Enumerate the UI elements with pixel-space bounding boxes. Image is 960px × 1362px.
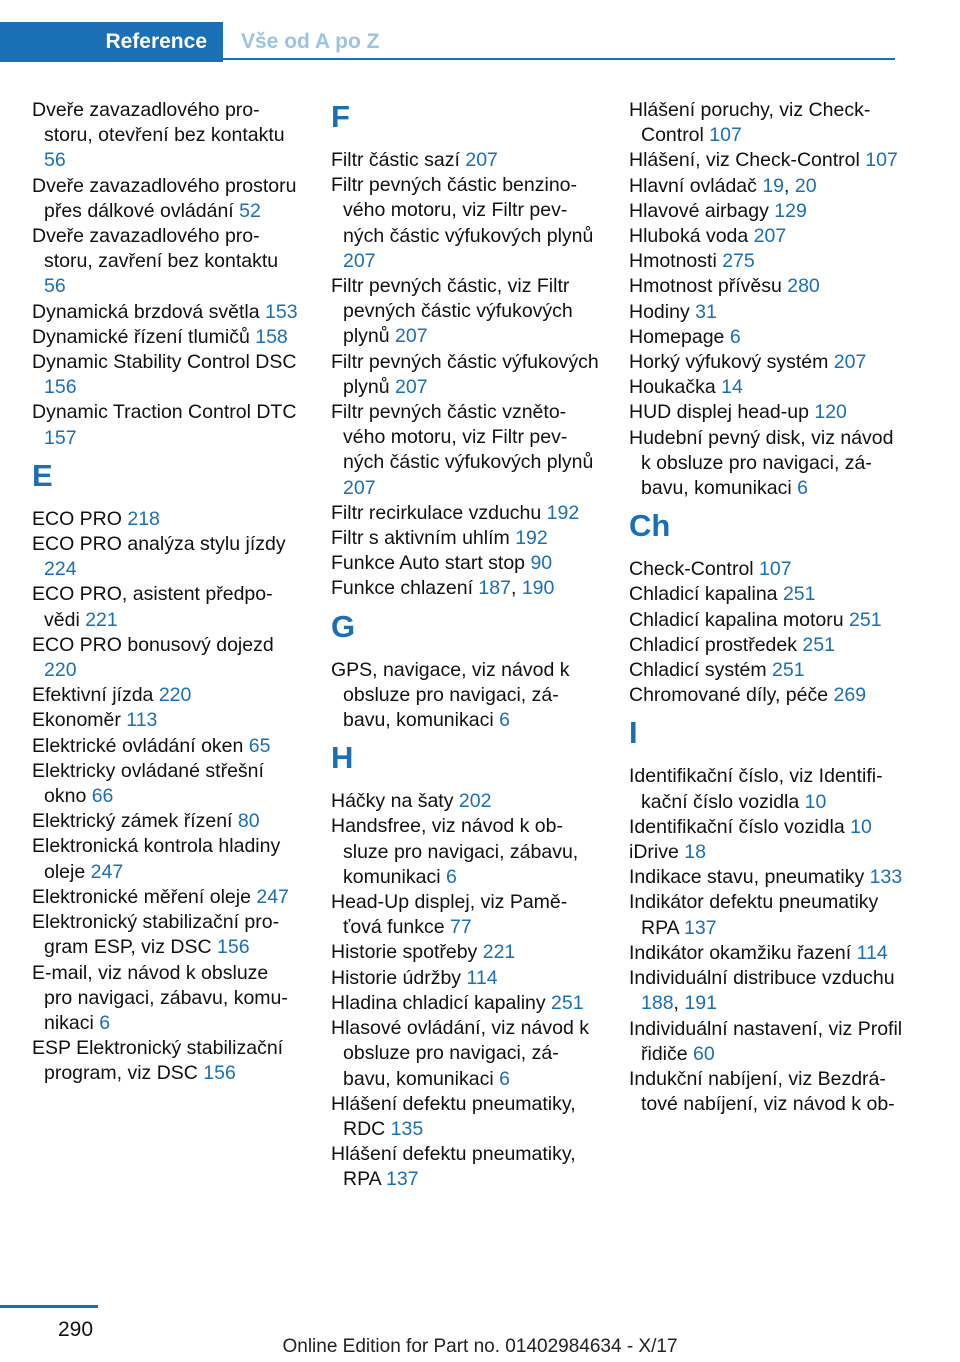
index-letter-heading: F (331, 99, 350, 134)
page-link[interactable]: 90 (530, 552, 553, 575)
index-entry (629, 608, 905, 633)
index-letter-heading: I (629, 715, 638, 751)
page-link[interactable]: 56 (44, 149, 66, 172)
index-entry-text: Funkce Auto start stop (331, 552, 531, 575)
page-link[interactable]: 77 (450, 916, 472, 939)
index-entry (629, 375, 905, 400)
index-entry-text: Filtr pevných částic benzinového motoru, viz Filtr pevných částic výfukových plynů (331, 174, 594, 247)
index-entry (629, 764, 905, 814)
index-entry-text: Hlášení poruchy, viz Check-Control (629, 99, 871, 147)
index-entry-text: Chromované díly, péče (629, 684, 834, 707)
page-link[interactable]: 207 (833, 351, 867, 374)
page-link[interactable]: 224 (44, 558, 77, 581)
index-entry (32, 1036, 300, 1086)
page-link[interactable]: 65 (248, 734, 271, 757)
index-entry-text: iDrive (629, 841, 685, 864)
index-entry (629, 98, 905, 148)
page-link[interactable]: 52 (239, 199, 261, 222)
index-entry-text: Identifikační číslo, viz Identifikační číslo vozidla (629, 765, 883, 813)
index-entry (629, 582, 905, 607)
tab-a-to-z[interactable]: Vše od A po Z (241, 30, 380, 53)
index-entry (629, 1017, 905, 1067)
index-entry (331, 966, 599, 991)
index-entry-text: Dynamic Stability Control DSC (32, 351, 297, 374)
index-entry (331, 173, 599, 274)
index-entry (331, 274, 599, 350)
page-link[interactable]: 120 (814, 401, 847, 424)
index-entry (331, 551, 599, 576)
index-entry-text: Chladicí prostředek (629, 633, 803, 656)
index-entry-text: ECO PRO, asistent předpovědi (32, 583, 273, 631)
page-link[interactable]: 221 (85, 608, 118, 631)
page-link[interactable]: 251 (782, 583, 816, 606)
index-entry (32, 224, 300, 300)
index-entry (32, 174, 300, 224)
page-link[interactable]: 137 (684, 916, 717, 939)
index-entry (331, 1092, 599, 1142)
index-entry (629, 300, 905, 325)
page-link[interactable]: 202 (458, 790, 492, 813)
page-link[interactable]: 10 (850, 815, 872, 838)
page-link[interactable]: 187 (478, 577, 511, 600)
index-entry-text: Elektrické ovládání oken (32, 734, 249, 757)
index-entry (629, 840, 905, 865)
page-link[interactable]: 66 (91, 785, 114, 808)
index-column-1 (32, 98, 300, 1087)
page-link[interactable]: 156 (203, 1062, 236, 1085)
index-entry-text: Dveře zavazadlového prostoru, zavření bez kontaktu (32, 225, 279, 273)
page-number: 290 (58, 1318, 94, 1341)
index-entry (331, 148, 599, 173)
index-entry (629, 941, 905, 966)
index-entry (629, 865, 905, 890)
page-link[interactable]: 6 (499, 709, 510, 732)
index-entry: Individuální distribuce vzduchu 188, 191 (629, 967, 895, 1015)
index-letter-heading: G (331, 608, 356, 644)
index-entry-text: Indukční nabíjení, viz Bezdrátové nabíjení, viz návod k ob- (629, 1067, 895, 1116)
page-link[interactable]: 6 (99, 1011, 111, 1034)
index-entry (629, 557, 905, 582)
index-entry (629, 890, 905, 940)
index-entry (32, 961, 300, 1037)
tab-reference[interactable]: Reference (0, 22, 223, 62)
index-entry (629, 350, 905, 375)
index-entry-text: Filtr pevných částic výfukových plynů (331, 350, 599, 398)
index-entry (331, 890, 599, 940)
index-entry-text: Indikátor defektu pneumatiky RPA (629, 891, 879, 939)
index-entry (629, 224, 905, 249)
index-entry (32, 532, 300, 582)
index-entry-text: Identifikační číslo vozidla (629, 815, 851, 838)
index-entry: Funkce chlazení 187, 190 (331, 577, 555, 600)
index-entry-text: Funkce chlazení (331, 577, 479, 600)
page-link[interactable]: 80 (237, 810, 260, 833)
index-entry-text: Hladina chladicí kapaliny (331, 991, 552, 1014)
page-link[interactable]: 251 (551, 991, 584, 1014)
index-entry-text: ESP Elektronický stabilizační program, viz DSC (32, 1037, 284, 1085)
page-link[interactable]: 129 (774, 199, 807, 222)
index-entry-text: Historie údržby (331, 966, 467, 989)
index-entry-text: HUD displej head-up (629, 401, 815, 424)
index-entry-text: Chladicí kapalina (629, 583, 783, 606)
page-link[interactable]: 192 (546, 501, 580, 524)
page-link[interactable]: 6 (797, 477, 808, 500)
index-entry (32, 300, 300, 325)
index-entry-text: GPS, navigace, viz návod k obsluze pro navigaci, zábavu, komunikaci (331, 658, 570, 732)
index-entry (32, 98, 300, 174)
page-link[interactable]: 207 (343, 476, 376, 499)
index-entry-text: Hlášení, viz Check-Control (629, 149, 866, 172)
index-entry-text: Filtr částic sazí (331, 149, 466, 171)
page-link[interactable]: 247 (90, 860, 124, 883)
page-link[interactable]: 156 (217, 936, 250, 959)
index-entry (32, 759, 300, 809)
index-entry-text: ECO PRO bonusový dojezd (32, 633, 274, 656)
index-entry-text: Individuální distribuce vzduchu (629, 967, 895, 990)
page-link[interactable]: 107 (865, 149, 898, 172)
index-entry-text: Hluboká voda (629, 225, 754, 248)
page-link[interactable]: 251 (772, 659, 805, 682)
index-entry-text: Elektronická kontrola hladiny oleje (32, 835, 281, 883)
index-letter-heading: H (331, 740, 354, 776)
index-entry-text: Efektivní jízda (32, 684, 159, 707)
page-link[interactable]: 207 (343, 249, 376, 272)
index-entry-text: Indikátor okamžiku řazení (629, 941, 857, 964)
page-link[interactable]: 60 (693, 1042, 715, 1065)
index-entry-text: Filtr recirkulace vzduchu (331, 501, 547, 524)
index-letter-heading: Ch (629, 508, 671, 544)
page-link[interactable]: 6 (445, 865, 457, 888)
index-column-2 (331, 98, 599, 1193)
index-entry (32, 809, 300, 834)
index-entry (32, 633, 300, 683)
index-entry (629, 274, 905, 299)
index-entry (331, 1016, 599, 1092)
page-link[interactable]: 251 (802, 633, 835, 656)
index-entry (331, 940, 599, 965)
index-entry (32, 325, 300, 350)
index-entry-text: Head-Up displej, viz Paměťová funkce (331, 891, 568, 939)
page-link[interactable]: 218 (127, 507, 160, 530)
index-entry (331, 789, 599, 814)
page-link[interactable]: 156 (44, 376, 77, 399)
page-link[interactable]: 137 (386, 1168, 419, 1191)
index-entry-text: Elektricky ovládané střešní okno (32, 759, 264, 808)
page-link[interactable]: 158 (255, 325, 288, 348)
index-entry (629, 400, 905, 425)
index-entry (629, 426, 905, 502)
index-entry-text: Dynamické řízení tlumičů (32, 325, 256, 348)
index-entry-text: Elektronický stabilizační program ESP, viz DSC (32, 911, 280, 959)
index-entry-text: Hudební pevný disk, viz návod k obsluze pro navigaci, zábavu, komunikaci (629, 426, 894, 500)
page-link[interactable]: 190 (521, 577, 555, 600)
index-entry (331, 658, 599, 734)
index-entry (629, 249, 905, 274)
index-entry (32, 400, 300, 450)
index-entry-text: Horký výfukový systém (629, 351, 834, 374)
page-link[interactable]: 114 (856, 941, 888, 964)
index-entry-text: Individuální nastavení, viz Profil řidiče (629, 1017, 903, 1065)
index-entry-text: Chladicí systém (629, 659, 773, 682)
index-entry-text: Check-Control (629, 558, 760, 581)
index-entry-text: Hlášení defektu pneumatiky, RPA (331, 1143, 576, 1191)
page-link[interactable]: 19 (762, 174, 785, 197)
page-link[interactable]: 269 (833, 684, 867, 707)
index-entry (629, 815, 905, 840)
index-entry-text: Indikace stavu, pneumatiky (629, 866, 870, 889)
index-entry-text: Houkačka (629, 376, 722, 399)
index-entry-text: Ekonoměr (32, 709, 127, 732)
index-entry (629, 633, 905, 658)
index-entry-text: Dveře zavazadlového prostoru, otevření bez kontaktu (32, 99, 285, 147)
page-link[interactable]: 157 (44, 426, 77, 449)
index-entry (331, 501, 599, 526)
index-entry (32, 582, 300, 632)
page-link[interactable]: 6 (499, 1067, 510, 1090)
index-entry (331, 350, 599, 400)
index-column-3 (629, 98, 905, 1117)
page-link[interactable]: 207 (753, 225, 787, 248)
page-link[interactable]: 10 (804, 790, 827, 813)
page-link[interactable]: 280 (787, 275, 820, 298)
index-entry-text: E-mail, viz návod k obsluze pro navigaci, zábavu, komunikaci (32, 961, 288, 1034)
index-entry (629, 325, 905, 350)
page-link[interactable]: 191 (684, 992, 717, 1015)
index-entry (32, 683, 300, 708)
index-entry (32, 708, 300, 733)
index-entry (629, 658, 905, 683)
index-entry (32, 350, 300, 400)
index-entry (32, 834, 300, 884)
index-entry (32, 734, 300, 759)
page-link[interactable]: 207 (465, 149, 498, 171)
footer-rule (0, 1305, 98, 1308)
index-entry-text: Háčky na šaty (331, 790, 459, 813)
index-entry-text: ECO PRO (32, 507, 128, 530)
index-entry-text: Filtr s aktivním uhlím (331, 527, 516, 550)
page-link[interactable]: 247 (256, 885, 289, 908)
page-link[interactable]: 220 (44, 659, 77, 682)
index-entry (629, 1067, 905, 1117)
edition-note: Online Edition for Part no. 01402984634 - X/17 (282, 1336, 678, 1357)
page-link[interactable]: 207 (395, 375, 428, 398)
header-bar (0, 22, 895, 60)
index-entry-text: Dynamic Traction Control DTC (32, 401, 297, 424)
index-entry-text: Elektronické měření oleje (32, 885, 257, 908)
page-link[interactable]: 135 (390, 1117, 424, 1140)
index-entry-text: Hmotnosti (629, 250, 723, 273)
index-entry-text: Chladicí kapalina motoru (629, 608, 850, 631)
page-link[interactable]: 20 (794, 174, 817, 197)
index-entry (629, 683, 905, 708)
page-link[interactable]: 14 (721, 376, 743, 399)
page-link[interactable]: 114 (466, 966, 498, 989)
index-entry (331, 526, 599, 551)
index-entry-text: ECO PRO analýza stylu jízdy (32, 533, 286, 556)
index-entry-text: Filtr pevných částic, viz Filtr pevných částic výfukových plynů (331, 275, 573, 348)
page-link[interactable]: 153 (265, 300, 298, 323)
page-link[interactable]: 133 (869, 866, 903, 889)
page-link[interactable]: 207 (395, 325, 428, 348)
page-link[interactable]: 221 (482, 941, 516, 964)
page-link[interactable]: 220 (158, 684, 192, 707)
index-entry-text: Hlášení defektu pneumatiky, RDC (331, 1092, 576, 1140)
page-link[interactable]: 18 (684, 841, 706, 864)
index-entry (331, 400, 599, 501)
page-link[interactable]: 275 (722, 250, 755, 273)
page-link[interactable]: 107 (759, 558, 792, 581)
index-entry (32, 507, 300, 532)
index-letter-heading: E (32, 457, 53, 493)
header-rule (0, 58, 895, 60)
index-entry (32, 910, 300, 960)
index-entry (331, 814, 599, 890)
index-entry-text: Hodiny (629, 300, 696, 323)
index-entry-text: Elektrický zámek řízení (32, 810, 238, 833)
index-entry (629, 199, 905, 224)
index-entry-text: Dynamická brzdová světla (32, 300, 266, 323)
page-link[interactable]: 107 (709, 124, 742, 147)
index-entry (32, 885, 300, 910)
index-entry-text: Homepage (629, 325, 730, 348)
index-entry-text: Hlavové airbagy (629, 199, 775, 222)
page-link[interactable]: 113 (126, 709, 158, 732)
index-entry: Hlavní ovládač 19, 20 (629, 174, 817, 197)
index-entry (331, 1142, 599, 1192)
page-link[interactable]: 251 (849, 608, 882, 631)
index-entry-text: Historie spotřeby (331, 941, 483, 964)
index-entry (629, 148, 905, 173)
page-link[interactable]: 56 (44, 275, 66, 298)
index-entry-text: Filtr pevných částic vznětového motoru, viz Filtr pevných částic výfukových plynů (331, 401, 594, 474)
index-entry-text: Handsfree, viz návod k obsluze pro navigaci, zábavu, komunikaci (331, 815, 579, 888)
index-entry-text: Hlavní ovládač (629, 174, 763, 197)
page-link[interactable]: 6 (729, 325, 741, 348)
index-entry-text: Hlasové ovládání, viz návod k obsluze pro navigaci, zábavu, komunikaci (331, 1017, 589, 1090)
page-link[interactable]: 188 (641, 992, 674, 1015)
index-entry-text: Dveře zavazadlového prostoru přes dálkové ovládání (32, 174, 297, 222)
page-link[interactable]: 31 (695, 300, 717, 323)
page-link[interactable]: 192 (515, 527, 548, 550)
index-entry-text: Hmotnost přívěsu (629, 275, 788, 298)
index-entry (331, 991, 599, 1016)
